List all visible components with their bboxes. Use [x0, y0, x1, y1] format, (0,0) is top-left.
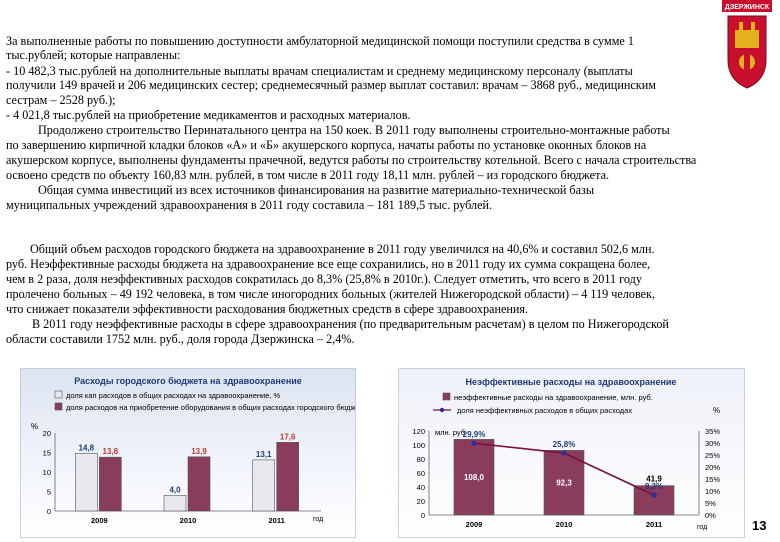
chart1-title: Расходы городского бюджета на здравоохранение — [74, 376, 302, 386]
chart2-line-label: 25,8% — [552, 440, 576, 450]
inefficient-spending-chart — [398, 368, 745, 538]
chart1-data-label: 17,6 — [279, 432, 296, 442]
chart1-legend-swatch-0 — [55, 391, 62, 398]
text-line: тыс.рублей; которые направлены: — [6, 48, 181, 62]
chart2-line-label: 29,9% — [462, 430, 486, 440]
chart2-x-tick: 2010 — [555, 520, 573, 529]
text-line: Общий объем расходов городского бюджета на здравоохранение в 2011 году увеличился на 40,6% и составил 502,6 млн. — [30, 242, 655, 256]
chart2-left-tick: 100 — [412, 441, 425, 450]
text-line: получили 149 врачей и 206 медицинских сестер; среднемесячный размер выплат составил: врачам – 3868 руб., медицинским — [6, 78, 656, 92]
chart2-x-tick: 2009 — [465, 520, 483, 529]
chart2-line-label: 8,3% — [644, 482, 664, 492]
text-line: акушерском корпусе, выполнены фундаменты прачечной, ведутся работы по строительству котельной. Всего с начала строительства — [6, 153, 697, 167]
chart2-right-tick: 5% — [705, 499, 716, 508]
chart2-x-tick: 2011 — [645, 520, 663, 529]
chart2-right-tick: 30% — [705, 439, 721, 448]
chart2-line-point — [651, 492, 656, 497]
chart2-left-tick: 40 — [416, 483, 425, 492]
text-line: пролечено больных – 49 192 человека, в том числе иногородних больных (жителей Нижегородской области) – 4 119 человек, — [6, 287, 656, 301]
chart1-data-label: 13,1 — [255, 449, 272, 459]
text-line: чем в 2 раза, доля неэффективных расходов сократилась до 8,3% (25,8% в 2010г.). Следует отметить, что всего в 2011 году — [6, 272, 642, 286]
chart1-y-tick: 15 — [42, 448, 51, 458]
text-line: Продолжено строительство Перинатального центра на 150 коек. В 2011 году выполнены строительно-монтажные работы — [38, 123, 670, 137]
city-emblem — [722, 0, 772, 92]
page-number: 13 — [752, 518, 767, 533]
chart1-data-label: 14,8 — [78, 443, 95, 453]
chart2-left-tick: 80 — [416, 455, 425, 464]
chart1-y-tick: 5 — [46, 487, 51, 497]
chart2-right-tick: 0% — [705, 511, 716, 520]
chart1-data-label: 13,8 — [102, 447, 119, 457]
chart1-data-label: 4,0 — [169, 485, 181, 495]
chart2-right-tick: 20% — [705, 463, 721, 472]
chart2-legend-1: доля неэффективных расходов в общих расходах — [457, 406, 633, 415]
chart2-legend-0: неэффективные расходы на здравоохранение, млн. руб. — [454, 393, 653, 402]
text-line: - 10 482,3 тыс.рублей на дополнительные выплаты врачам специалистам и среднему медицинскому персоналу (выплаты — [6, 64, 633, 78]
chart1-bar — [164, 495, 186, 511]
chart2-bar-label: 108,0 — [463, 473, 485, 483]
text-line: Общая сумма инвестиций из всех источников финансирования на развитие материально-технической базы — [38, 183, 595, 197]
chart1-bar — [277, 442, 299, 511]
chart1-y-unit: % — [31, 422, 39, 431]
chart2-right-tick: 35% — [705, 427, 721, 436]
chart2-legend-marker — [440, 408, 444, 412]
chart1-legend-swatch-1 — [55, 403, 62, 410]
chart1-x-tick: 2009 — [90, 516, 108, 525]
text-line: по завершению кирпичной кладки блоков «А» и «Б» акушерского корпуса, начаты работы по установке оконных блоков на — [6, 138, 647, 152]
text-line: освоено средств по объекту 160,83 млн. рублей, в том числе в 2011 году 18,11 млн. рублей – из городского бюджета. — [6, 168, 610, 182]
chart1-data-label: 13,9 — [191, 446, 207, 456]
chart2-left-unit: млн. руб — [435, 428, 466, 437]
chart2-bar-label: 92,3 — [556, 478, 572, 488]
text-line: сестрам – 2528 руб.); — [6, 93, 116, 107]
chart2-right-unit: % — [713, 406, 721, 415]
chart2-left-tick: 20 — [416, 497, 425, 506]
chart1-legend-0: доля кап расходов в общих расходах на здравоохранение, % — [66, 391, 281, 400]
text-line: области составили 1752 млн. руб., доля города Дзержинска – 2,4%. — [6, 332, 355, 346]
text-line: За выполненные работы по повышению доступности амбулаторной медицинской помощи поступили средства в сумме 1 — [6, 34, 634, 48]
chart1-bar — [188, 457, 210, 511]
capex-chart — [20, 368, 356, 538]
text-line: руб. Неэффективные расходы бюджета на здравоохранение все еще сохранились, но в 2011 году их сумма сокращена более, — [6, 257, 651, 271]
chart2-right-tick: 10% — [705, 487, 721, 496]
chart1-y-tick: 20 — [42, 429, 51, 438]
chart2-left-tick: 0 — [420, 511, 425, 520]
chart1-x-tick: 2010 — [179, 516, 197, 525]
chart1-x-tick: 2011 — [268, 516, 285, 525]
chart2-legend-swatch-0 — [443, 393, 450, 400]
text-line: муниципальных учреждений здравоохранения в 2011 году составила – 181 189,5 тыс. рублей. — [6, 198, 493, 212]
chart1-y-tick: 10 — [42, 468, 51, 477]
chart1-bar — [75, 453, 97, 511]
chart1-bar — [253, 460, 275, 511]
chart1-legend-1: доля расходов на приобретение оборудования в общих расходах городского бюджета, % — [66, 403, 355, 412]
chart2-line-point — [561, 450, 566, 455]
emblem-caption: ДЗЕРЖИНСК — [724, 4, 770, 11]
text-line: В 2011 году неэффективные расходы в сфере здравоохранения (по предварительным расчетам) в целом по Нижегородской — [32, 317, 669, 331]
text-line: - 4 021,8 тыс.рублей на приобретение медикаментов и расходных материалов. — [6, 108, 411, 122]
chart2-title: Неэффективные расходы на здравоохранение — [465, 377, 677, 387]
chart1-y-tick: 0 — [46, 507, 51, 516]
chart2-right-tick: 25% — [705, 451, 721, 460]
text-line: что снижает показатели эффективности расходования бюджетных средств в сфере здравоохранения. — [6, 302, 529, 316]
chart1-x-unit: год — [313, 516, 324, 523]
chart2-left-tick: 60 — [416, 469, 425, 478]
chart2-x-unit: год — [697, 524, 708, 531]
chart2-right-tick: 15% — [705, 475, 721, 484]
chart2-bar-label: 41,9 — [646, 474, 662, 484]
chart2-left-tick: 120 — [412, 427, 425, 436]
chart1-bar — [99, 457, 121, 511]
chart2-line-point — [471, 441, 476, 446]
